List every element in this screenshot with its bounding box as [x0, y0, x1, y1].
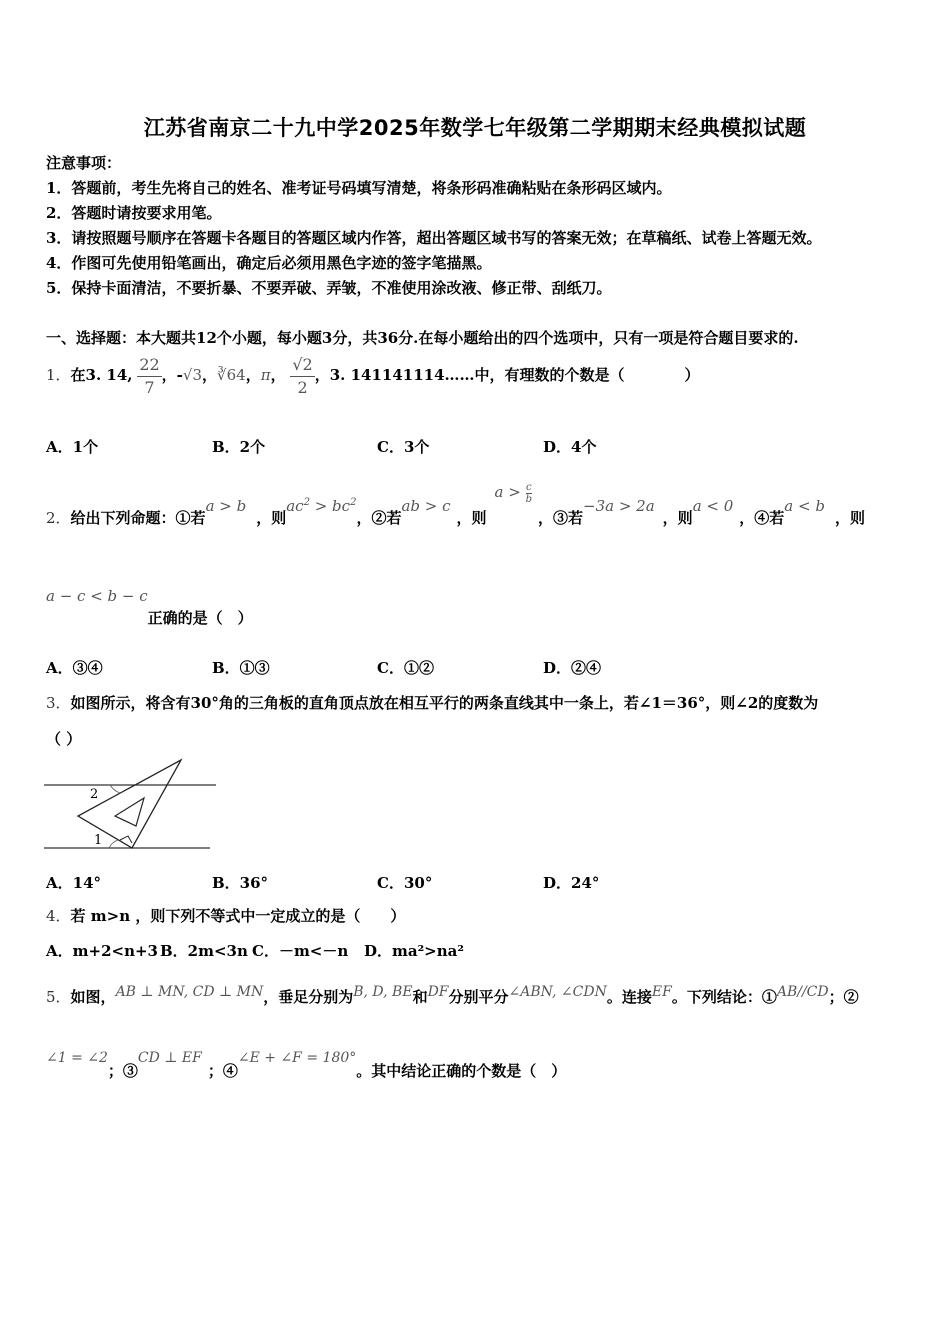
question-text: 如图，: [70, 988, 116, 1006]
math-expression: AB//CD: [776, 984, 829, 1000]
option-a: A．1个: [46, 438, 99, 456]
math-part: a >: [494, 483, 521, 501]
angle-1-arc: [109, 840, 118, 848]
question-number: 1．: [46, 366, 71, 384]
notice-item-2: 2．答题时请按要求用笔。: [46, 204, 222, 222]
question-text: ，3. 141141114……中，有理数的个数是（ ）: [314, 366, 700, 384]
option-b: B．36°: [212, 874, 269, 892]
fraction-denominator: 2: [297, 377, 308, 397]
question-text: 正确的是（ ）: [147, 609, 253, 627]
question-text: 分别平分: [448, 988, 509, 1006]
math-expression: a − c < b − c: [46, 587, 148, 605]
notice-item-1: 1．答题前，考生先将自己的姓名、准考证号码填写清楚，将条形码准确粘贴在条形码区域内。: [46, 179, 672, 197]
question-3: [46, 692, 818, 713]
option-b: B．①③: [212, 659, 270, 677]
question-text: 。连接: [606, 988, 652, 1006]
option-d: D．②④: [543, 659, 602, 677]
question-text: ，②若: [356, 509, 402, 527]
question-text: ；④: [207, 1062, 238, 1080]
angle-1-label: 1: [94, 833, 103, 848]
math-sqrt3: √3: [182, 366, 203, 384]
option-b: B．2m<3n: [160, 942, 248, 960]
math-expression: a < b: [784, 497, 825, 515]
math-expression: a < 0: [692, 497, 734, 515]
separator: ，: [270, 366, 286, 384]
question-text: ，④若: [739, 509, 785, 527]
option-a: A．m+2<n+3: [46, 942, 158, 960]
question-text: 。下列结论：①: [671, 988, 777, 1006]
question-2: [46, 481, 865, 531]
math-cbrt64: ∛64: [217, 366, 246, 384]
notice-item-5: 5．保持卡面清洁，不要折暴、不要弄破、弄皱，不准使用涂改液、修正带、刮纸刀。: [46, 279, 612, 297]
option-a: A．14°: [46, 874, 102, 892]
answer-paren: （ ）: [46, 730, 82, 748]
small-fraction: [526, 482, 532, 505]
question-2-continued: [46, 587, 253, 627]
math-expression: $ac^2 > bc^2$: [286, 497, 357, 515]
option-c: C．①②: [377, 659, 434, 677]
question-text: 。其中结论正确的个数是（ ）: [356, 1062, 567, 1080]
question-text: 在3. 14,: [70, 366, 133, 384]
math-part: > bc: [309, 497, 351, 515]
fraction-numerator: √2: [290, 354, 314, 377]
separator: ，: [245, 366, 261, 384]
question-number: 4．: [46, 907, 71, 925]
math-part: ac: [286, 497, 304, 515]
option-a: A．③④: [46, 659, 103, 677]
fraction-numerator: c: [525, 481, 532, 493]
option-c: C．－m<－n: [252, 942, 349, 960]
fraction-denominator: 7: [144, 377, 155, 397]
question-5-continued: [46, 1046, 567, 1080]
angle-2-label: 2: [90, 787, 99, 802]
question-5: [46, 986, 859, 1007]
question-text: ；③: [107, 1062, 138, 1080]
fraction-numerator: 22: [137, 354, 161, 377]
notice-item-4: 4．作图可先使用铅笔画出，确定后必须用黑色字迹的签字笔描黑。: [46, 254, 492, 272]
question-text: ，垂足分别为: [263, 988, 354, 1006]
math-expression: −3a > 2a: [583, 497, 655, 515]
section-heading: 一、选择题：本大题共12个小题，每小题3分，共36分.在每小题给出的四个选项中，只有一项是符合题目要求的.: [46, 329, 799, 347]
math-expression: ∠1 = ∠2: [46, 1050, 108, 1066]
triangle-inner: [115, 798, 144, 826]
notice-item-3: 3．请按照题号顺序在答题卡各题目的答题区域内作答，超出答题区域书写的答案无效；在草稿纸、试卷上答题无效。: [46, 229, 822, 247]
question-4: [46, 905, 405, 926]
question-number: 5．: [46, 988, 71, 1006]
option-d: D．4个: [543, 438, 597, 456]
triangle-figure: [44, 756, 220, 852]
fraction-denominator: b: [525, 493, 532, 505]
separator: ，-: [161, 366, 183, 384]
fraction: [290, 354, 314, 399]
option-d: D．ma²>na²: [364, 942, 464, 960]
question-text: ，则: [834, 509, 865, 527]
math-expression: CD ⊥ EF: [137, 1050, 202, 1066]
math-expression: ∠E + ∠F = 180°: [237, 1050, 357, 1066]
option-b: B．2个: [212, 438, 266, 456]
angle-2-arc: [110, 785, 120, 793]
fraction: [137, 354, 161, 399]
question-1: [46, 352, 700, 399]
question-text: 如图所示，将含有30°角的三角板的直角顶点放在相互平行的两条直线其中一条上，若∠1＝36°，则∠2的度数为: [70, 694, 819, 712]
question-number: 3．: [46, 694, 71, 712]
separator: ，: [202, 366, 218, 384]
math-expression: ab > c: [401, 497, 451, 515]
math-expression: a > b: [205, 497, 247, 515]
option-d: D．24°: [543, 874, 600, 892]
math-expression: B, D, BE: [353, 984, 413, 1000]
question-text: ；②: [828, 988, 859, 1006]
math-expression: AB ⊥ MN, CD ⊥ MN: [115, 984, 264, 1000]
question-text: 给出下列命题：①若: [70, 509, 206, 527]
math-expression: ∠ABN, ∠CDN: [508, 984, 607, 1000]
math-expression: DF: [427, 984, 449, 1000]
question-text: ，③若: [538, 509, 584, 527]
question-text: 和: [412, 988, 428, 1006]
math-expression: [494, 481, 532, 505]
option-c: C．30°: [377, 874, 433, 892]
notice-heading: 注意事项：: [46, 154, 122, 172]
page-title: 江苏省南京二十九中学2025年数学七年级第二学期期末经典模拟试题: [143, 116, 807, 140]
question-text: ，则: [456, 509, 487, 527]
question-text: ，则: [662, 509, 693, 527]
question-number: 2．: [46, 509, 71, 527]
option-c: C．3个: [377, 438, 430, 456]
math-expression: EF: [651, 984, 672, 1000]
question-text: 若 m>n ，则下列不等式中一定成立的是（ ）: [70, 907, 406, 925]
question-text: ，则: [256, 509, 287, 527]
math-pi: π: [260, 366, 271, 384]
